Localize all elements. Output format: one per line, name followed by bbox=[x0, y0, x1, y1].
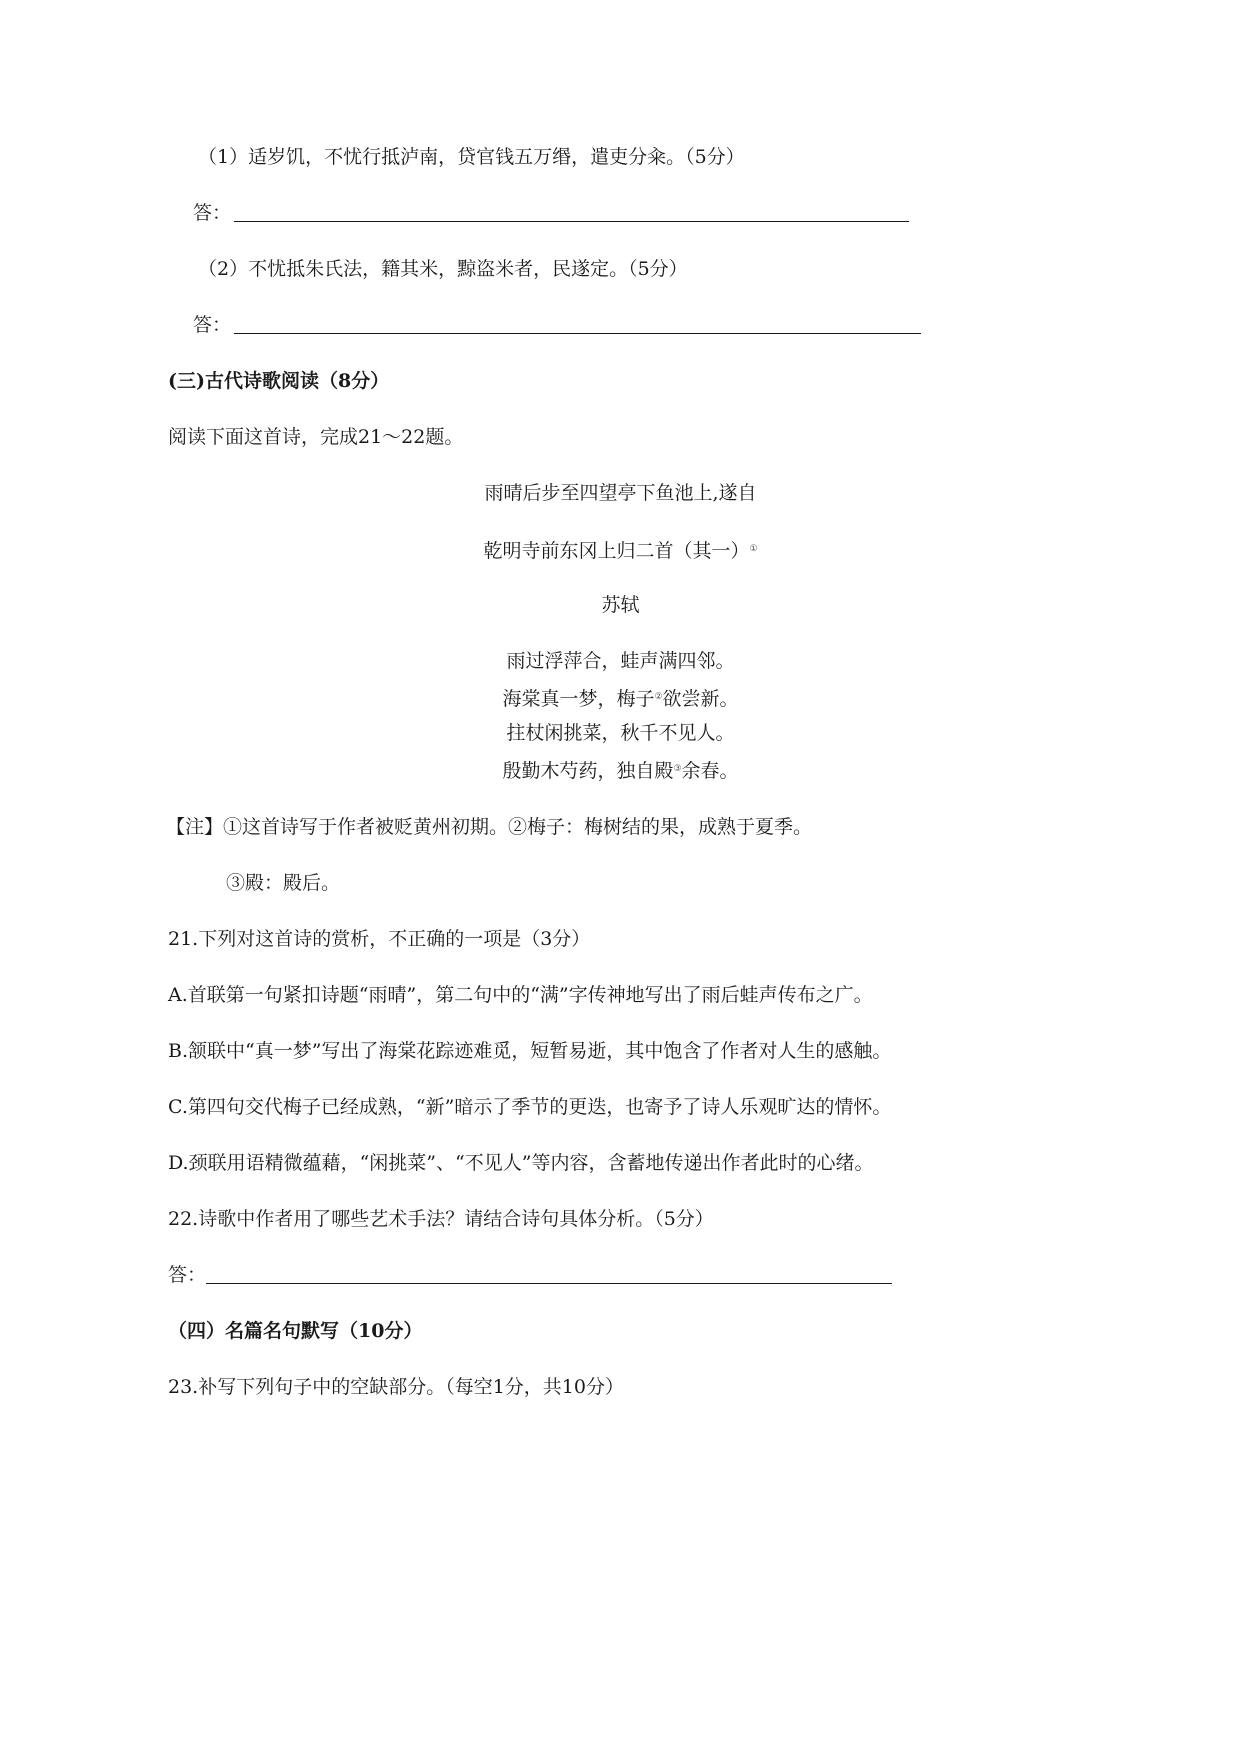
poem-note-1: 【注】①这首诗写于作者被贬黄州初期。②梅子：梅树结的果，成熟于夏季。 bbox=[166, 816, 813, 838]
q21-option-a: A.首联第一句紧扣诗题“雨晴”，第二句中的“满”字传神地写出了雨后蛙声传布之广。 bbox=[168, 984, 873, 1006]
answer-label-2: 答： bbox=[193, 314, 232, 336]
section-4-heading: （四）名篇名句默写（10分） bbox=[168, 1320, 423, 1342]
poem-line-2-b: 欲尝新。 bbox=[662, 688, 739, 710]
answer-line-1 bbox=[234, 221, 909, 222]
poem-line-4-a: 殷勤木芍药，独自殿 bbox=[502, 760, 674, 782]
q21-option-d: D.颈联用语精微蕴藉，“闲挑菜”、“不见人”等内容，含蓄地传递出作者此时的心绪。 bbox=[168, 1152, 874, 1174]
poem-title-line-2 bbox=[0, 536, 1241, 564]
poem-line-3: 拄杖闲挑菜，秋千不见人。 bbox=[506, 722, 735, 744]
answer-label-3: 答： bbox=[168, 1264, 207, 1286]
section-3-heading: (三)古代诗歌阅读（8分） bbox=[168, 370, 390, 392]
poem-line-4-b: 余春。 bbox=[681, 760, 739, 782]
poem-line-2-a: 海棠真一梦，梅子 bbox=[502, 688, 655, 710]
footnote-mark-1: ① bbox=[749, 544, 758, 554]
answer-label-1: 答： bbox=[193, 202, 232, 224]
poem-line-2 bbox=[0, 684, 1241, 712]
q22-stem: 22.诗歌中作者用了哪些艺术手法？请结合诗句具体分析。（5分） bbox=[168, 1208, 714, 1230]
poem-author: 苏轼 bbox=[601, 594, 640, 616]
poem-line-1: 雨过浮萍合，蛙声满四邻。 bbox=[506, 650, 735, 672]
q20-item-1: （1）适岁饥，不忧行抵泸南，贷官钱五万缗，遣吏分籴。（5分） bbox=[198, 146, 745, 168]
answer-line-2 bbox=[234, 333, 921, 334]
q20-item-2: （2）不忧抵朱氏法，籍其米，黥盗米者，民遂定。（5分） bbox=[198, 258, 688, 280]
poem-line-4 bbox=[0, 756, 1241, 784]
poem-title-line-1: 雨晴后步至四望亭下鱼池上,遂自 bbox=[484, 482, 757, 504]
q23-stem: 23.补写下列句子中的空缺部分。（每空1分，共10分） bbox=[168, 1376, 624, 1398]
footnote-mark-2: ② bbox=[654, 692, 663, 702]
poem-title-text: 乾明寺前东冈上归二首（其一） bbox=[483, 540, 750, 562]
answer-line-3 bbox=[206, 1283, 892, 1284]
q21-option-b: B.颔联中“真一梦”写出了海棠花踪迹难觅，短暂易逝，其中饱含了作者对人生的感触。 bbox=[168, 1040, 892, 1062]
poem-note-2: ③殿：殿后。 bbox=[226, 872, 341, 894]
q21-option-c: C.第四句交代梅子已经成熟，“新”暗示了季节的更迭，也寄予了诗人乐观旷达的情怀。 bbox=[168, 1096, 892, 1118]
section-3-intro: 阅读下面这首诗，完成21～22题。 bbox=[168, 426, 464, 448]
footnote-mark-3: ③ bbox=[673, 764, 682, 774]
q21-stem: 21.下列对这首诗的赏析，不正确的一项是（3分） bbox=[168, 928, 591, 950]
